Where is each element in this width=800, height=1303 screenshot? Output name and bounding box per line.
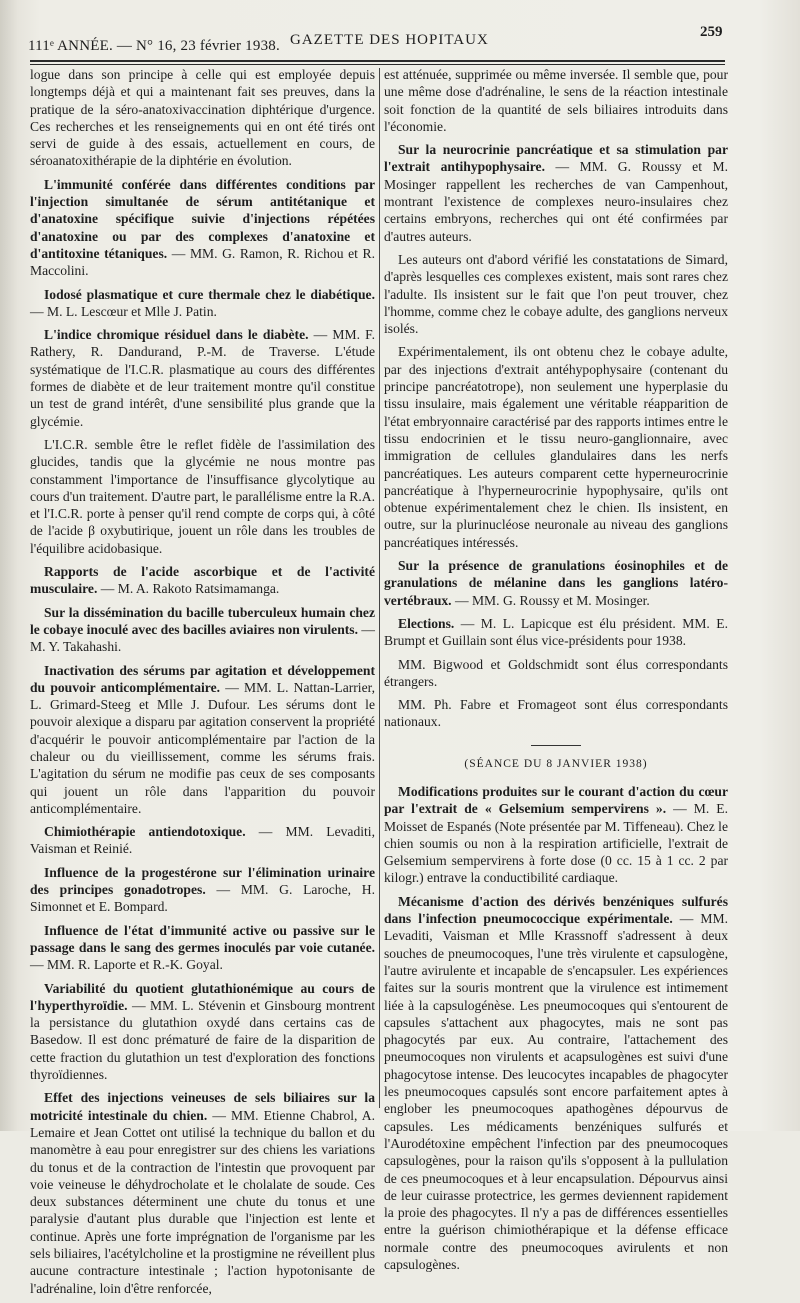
abstract-body: — M. E. Moisset de Espanés (Note présentée par M. Tiffeneau). Chez le chien soumis ou non à la respiration artificielle, l'extrait de Gelsemium sempervirens à forte dose (0 cc. 15 à 1 cc. 2 par kilogr.) entrave la conductibilité cardiaque. <box>384 801 728 886</box>
abstract-title: Influence de la progestérone sur l'élimination urinaire des principes gonadotropes. <box>30 864 375 898</box>
abstract-title: L'indice chromique résiduel dans le diabète. <box>44 327 309 343</box>
abstract-entry <box>384 557 728 609</box>
abstract-title: Variabilité du quotient glutathionémique au cours de l'hyperthyroïdie. <box>30 980 375 1013</box>
abstract-body: — MM. Etienne Chabrol, A. Lemaire et Jean Cottet ont utilisé la technique du ballon et du manomètre à eau pour enregistrer sur des chiens les variations du tonus et de la contraction de l'intestin que provoquent par voie veineuse le déhydrocholate et le cholalate de soude. Ces deux substances déterminent une chute du tonus et une paralysie d'autant plus durable que l'injection est lente et continue. Après une forte imprégnation de l'organisme par les sels biliaires, l'acétylcholine et la prostigmine ne réveillent plus aucune contracture intestinale ; l'action hypotonisante de l'adrénaline, loin d'être renforcée, <box>30 1107 375 1296</box>
abstract-entry <box>384 893 728 1274</box>
abstract-title: Sur la neurocrinie pancréatique et sa stimulation par l'extrait antihypophysaire. <box>384 142 728 175</box>
paragraph: MM. Bigwood et Goldschmidt sont élus correspondants étrangers. <box>384 656 728 689</box>
abstract-entry <box>30 922 375 974</box>
abstract-title: L'immunité conférée dans différentes conditions par l'injection simultanée de sérum antitétanique et d'anatoxine spécifique suivie d'injections répétées d'anatoxine ou par des complexes d'anatoxine et d'antitoxine tétaniques. <box>30 176 375 261</box>
page-number: 259 <box>700 24 723 40</box>
paragraph: MM. Ph. Fabre et Fromageot sont élus correspondants nationaux. <box>384 697 728 730</box>
abstract-entry <box>384 783 728 887</box>
abstract-entry <box>384 141 728 245</box>
abstract-title: Sur la dissémination du bacille tuberculeux humain chez le cobaye inoculé avec des bacilles aviaires non virulents. <box>30 604 375 637</box>
abstract-entry <box>30 662 375 818</box>
page-header <box>28 24 728 56</box>
abstract-entry <box>30 326 375 430</box>
abstract-authors: — MM. Levaditi, Vaisman et Reinié. <box>30 824 375 857</box>
paragraph: Expérimentalement, ils ont obtenu chez le cobaye adulte, par des injections d'extrait antéhypophysaire (contenant du principe pancréatotrope), non seulement une hyperplasie du tissu insulaire, mais également une véritable réapparition de l'état embryonnaire caractérisé par des rapports intimes entre le tissu endocrinien et le tissu neuro-ganglionnaire, avec immigration de cellules glandulaires dans les nerfs pancréatiques. Les auteurs comparent cette hyperneurocrinie pancréatique à l'hyperneurocrinie hypophysaire, qu'ils ont obtenue expérimentalement chez le chien. Ils insistent, en outre, sur la plurinucléose neuronale au niveau des ganglions pancréatiques intéressés. <box>384 344 728 550</box>
abstract-authors: — M. A. Rakoto Ratsimamanga. <box>97 581 280 597</box>
abstract-title: Inactivation des sérums par agitation et développement du pouvoir anticomplémentaire. <box>30 662 375 695</box>
abstract-title: Chimiothérapie antiendotoxique. <box>44 824 246 840</box>
abstract-body: — M. L. Lapicque est élu président. MM. E. Brumpt et Guillain sont élus vice-présidents pour 1938. <box>384 615 728 649</box>
paragraph: Les auteurs ont d'abord vérifié les constatations de Simard, d'après lesquelles ces complexes existent, mais sont rares chez l'adulte. Ils insistent sur le fait que l'on peut trouver, chez l'homme, comme chez le cobaye adulte, des ganglions nerveux isolés. <box>384 251 728 337</box>
abstract-title: Elections. <box>398 615 455 631</box>
abstract-authors: — MM. R. Laporte et R.-K. Goyal. <box>30 957 223 973</box>
abstract-title: Influence de l'état d'immunité active ou passive sur le passage dans le sang des germes inoculés par voie cutanée. <box>30 922 375 955</box>
abstract-authors: — MM. G. Laroche, H. Simonnet et E. Bompard. <box>30 882 375 915</box>
abstract-entry <box>30 1089 375 1297</box>
abstract-authors: — M. Y. Takahashi. <box>30 621 375 655</box>
abstract-body: — MM. Levaditi, Vaisman et Mlle Krassnoff s'adressent à deux souches de pneumocoques, l'une très virulente et capsulogène, l'autre avirulente et incapable de s'encapsuler. Les expériences faites sur la souris montrent que la virulence est intimement liée à la capsulogénèse. Les pneumocoques qui s'entourent de capsules s'attachent aux phagocytes, mais ne sont pas phagocytés par eux. Au contraire, l'attachement des pneumocoques non virulents et acapsulogènes est suivi d'une phagocytose intense. Des leucocytes incapables de phagocyter les pneumocoques capsulés sont encore parfaitement aptes à englober les pneumocoques apathogènes dépourvus de capsules. Les médicaments benzéniques sulfurés et l'Aurodétoxine empêchent l'infection par des pneumocoques capsulogènes, pour la raison qu'ils s'opposent à la pullulation de ces pneumocoques et à leur encapsulation. Dépourvus ainsi de leur cuirasse protectrice, les germes deviennent rapidement la proie des phagocytes. Il n'y a pas de différences essentielles entre la guérison chimiothérapique et la défense efficace normale contre des pneumocoques avirulents et non capsulogènes. <box>384 911 728 1272</box>
abstract-entry <box>30 864 375 916</box>
abstract-title: Mécanisme d'action des dérivés benzéniques sulfurés dans l'infection pneumococcique expérimentale. <box>384 893 728 927</box>
abstract-entry <box>30 286 375 321</box>
abstract-title: Modifications produites sur le courant d'action du cœur par l'extrait de « Gelsemium sempervirens ». <box>384 783 728 817</box>
column-divider <box>379 68 380 1108</box>
abstract-entry <box>30 980 375 1084</box>
abstract-body: — MM. F. Rathery, R. Dandurand, P.-M. de Traverse. L'étude systématique de l'I.C.R. plasmatique au cours des différentes formes de diabète et de leur traitement montre qu'il constitue un test de grand intérêt, d'une sensibilité plus grande que la glycémie. <box>30 327 376 429</box>
paragraph: L'I.C.R. semble être le reflet fidèle de l'assimilation des glucides, tandis que la glycémie ne nous montre pas constamment l'importance de l'insuffisance glycolytique au cours d'un traitement. D'autre part, le parallélisme entre la R.A. et l'I.C.R. porte à penser qu'il rend compte de corps qui, à côté de l'acide β oxybutirique, jouent un rôle dans les troubles de l'équilibre acidobasique. <box>30 436 375 556</box>
issue-line: 111ᵉ ANNÉE. — N° 16, 23 février 1938. <box>28 38 280 54</box>
abstract-title: Sur la présence de granulations éosinophiles et de granulations de mélanine dans les ganglions latéro-vertébraux. <box>384 558 728 608</box>
abstract-authors: — MM. G. Ramon, R. Richou et R. Maccolini. <box>30 245 375 279</box>
abstract-body: — MM. L. Nattan-Larrier, L. Grimard-Steeg et Mlle J. Dufour. Les sérums dont le pouvoir alexique a disparu par agitation conservent la propriété d'acquérir le pouvoir anticomplémentaire par l'action de la chaleur ou du vieillissement, comme les sérums frais. L'agitation du sérum ne modifie pas ceux de ses composants qui jouent un rôle dans l'apparition du pouvoir anticomplémentaire. <box>30 679 375 816</box>
journal-title: GAZETTE DES HOPITAUX <box>290 32 489 48</box>
session-heading: (SÉANCE DU 8 JANVIER 1938) <box>464 757 648 770</box>
abstract-body: — MM. L. Stévenin et Ginsbourg montrent la persistance du glutathion oxydé dans certains cas de Basedow. Il est donc prématuré de faire de la disparition de cette fraction du glutathion un test d'exploration des fonctions thyroïdiennes. <box>30 997 375 1083</box>
paragraph: logue dans son principe à celle qui est employée depuis longtemps déjà et qui a maintenant fait ses preuves, dans la pratique de la séro-anatoxivaccination diphtérique d'urgence. Ces recherches et les renseignements qui en ont été tirés ont servi de guide à des essais, actuellement en cours, de séroanatoxithérapie de la diphtérie en évolution. <box>30 67 375 169</box>
abstract-title: Rapports de l'acide ascorbique et de l'activité musculaire. <box>30 564 375 597</box>
header-rule-thick <box>30 60 725 62</box>
paragraph: est atténuée, supprimée ou même inversée. Il semble que, pour une même dose d'adrénaline, le sens de la réaction intestinale soit fonction de la quantité de sels biliaires introduits dans l'économie. <box>384 67 728 134</box>
header-rule-thin <box>30 64 725 65</box>
abstract-entry <box>30 823 375 858</box>
abstract-entry <box>384 615 728 650</box>
abstract-authors: — M. L. Lescœur et Mlle J. Patin. <box>30 303 217 319</box>
abstract-title: Iodosé plasmatique et cure thermale chez le diabétique. <box>44 286 375 302</box>
section-separator <box>531 745 581 746</box>
left-column <box>30 66 375 1303</box>
abstract-body: — MM. G. Roussy et M. Mosinger rappellent les recherches de van Campenhout, montrant l'existence de complexes neuro-insulaires chez certains embryons, recherches qui ont été confirmées par d'autres auteurs. <box>384 159 729 244</box>
right-column <box>384 66 728 1279</box>
abstract-entry <box>30 176 375 280</box>
abstract-entry <box>30 604 375 656</box>
abstract-title: Effet des injections veineuses de sels biliaires sur la motricité intestinale du chien. <box>30 1090 375 1123</box>
abstract-authors: — MM. G. Roussy et M. Mosinger. <box>451 592 650 608</box>
abstract-entry <box>30 563 375 598</box>
